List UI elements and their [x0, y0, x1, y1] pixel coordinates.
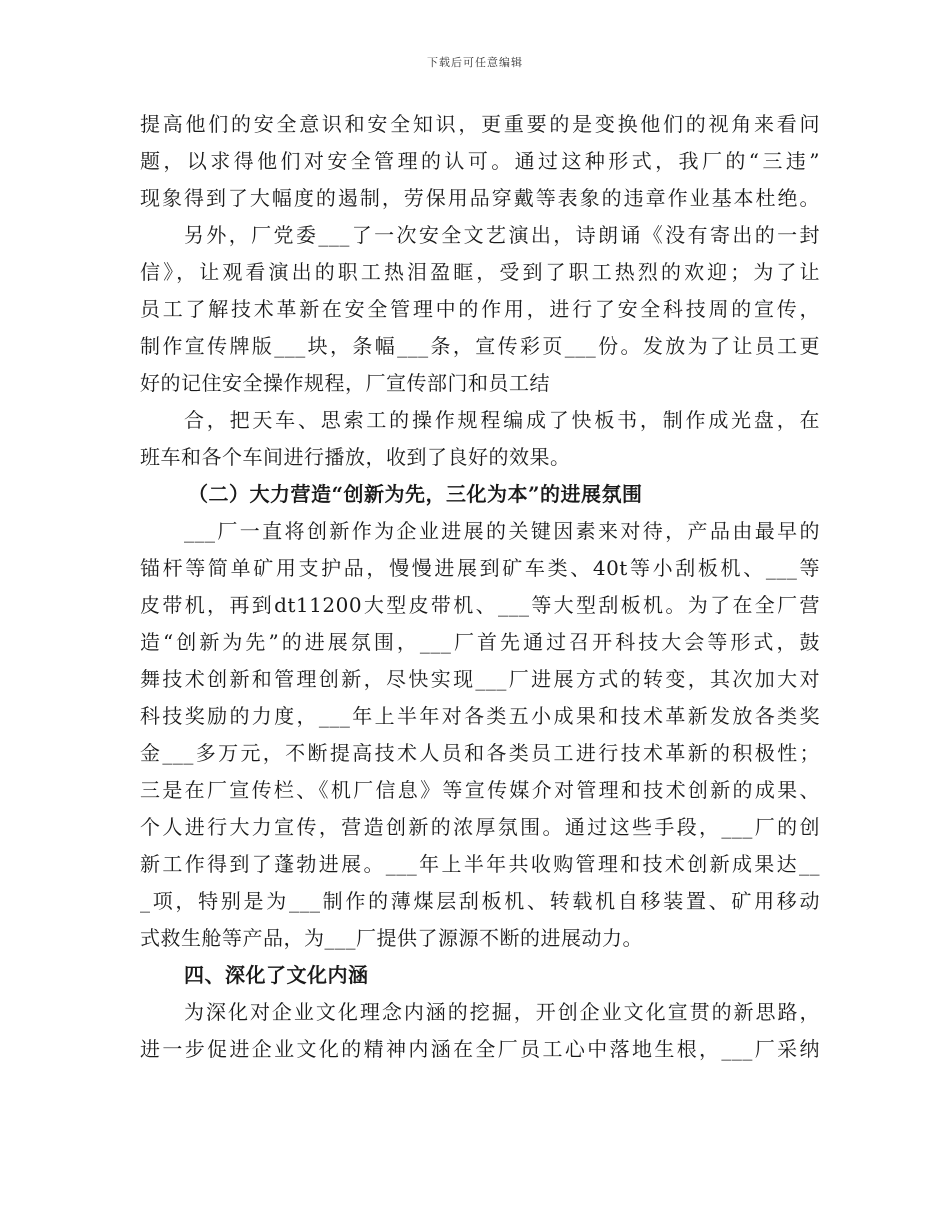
paragraph-line: 个人进行大力宣传，营造创新的浓厚氛围。通过这些手段，___厂的创: [140, 815, 820, 839]
paragraph-line: 题，以求得他们对安全管理的认可。通过这种形式，我厂的“三违”: [140, 149, 820, 173]
section-heading: （二）大力营造“创新为先，三化为本”的进展氛围: [188, 482, 643, 506]
section-heading: 四、深化了文化内涵: [184, 963, 369, 987]
paragraph-line: 现象得到了大幅度的遏制，劳保用品穿戴等表象的违章作业基本杜绝。: [140, 186, 820, 210]
paragraph-line: 三是在厂宣传栏、《机厂信息》等宣传媒介对管理和技术创新的成果、: [140, 778, 820, 802]
paragraph-line: 科技奖励的力度，___年上半年对各类五小成果和技术革新发放各类奖: [140, 704, 820, 728]
paragraph-line: 新工作得到了蓬勃进展。___年上半年共收购管理和技术创新成果达__: [140, 852, 820, 876]
paragraph-line: 为深化对企业文化理念内涵的挖掘，开创企业文化宣贯的新思路，: [184, 1000, 820, 1024]
paragraph-line: 式救生舱等产品，为___厂提供了源源不断的进展动力。: [140, 926, 643, 950]
paragraph-line: 锚杆等简单矿用支护品，慢慢进展到矿车类、40t等小刮板机、___等: [140, 556, 820, 580]
paragraph-line: 合，把天车、思索工的操作规程编成了快板书，制作成光盘，在: [184, 408, 820, 432]
paragraph-line: 皮带机，再到dt11200大型皮带机、___等大型刮板机。为了在全厂营: [140, 593, 820, 617]
paragraph-line: 进一步促进企业文化的精神内涵在全厂员工心中落地生根，___厂采纳: [140, 1037, 820, 1061]
paragraph-line: _项，特别是为___制作的薄煤层刮板机、转载机自移装置、矿用移动: [140, 889, 820, 913]
paragraph-line: 提高他们的安全意识和安全知识，更重要的是变换他们的视角来看问: [140, 112, 820, 136]
page-header: 下载后可任意编辑: [427, 56, 523, 69]
paragraph-line: 造“创新为先”的进展氛围，___厂首先通过召开科技大会等形式，鼓: [140, 630, 820, 654]
paragraph-line: 信》，让观看演出的职工热泪盈眶，受到了职工热烈的欢迎；为了让: [140, 260, 820, 284]
paragraph-line: 金___多万元，不断提高技术人员和各类员工进行技术革新的积极性；: [140, 741, 820, 765]
paragraph-line: ___厂一直将创新作为企业进展的关键因素来对待，产品由最早的: [184, 519, 820, 543]
paragraph-line: 员工了解技术革新在安全管理中的作用，进行了安全科技周的宣传，: [140, 297, 820, 321]
paragraph-line: 舞技术创新和管理创新，尽快实现___厂进展方式的转变，其次加大对: [140, 667, 820, 691]
paragraph-line: 好的记住安全操作规程，厂宣传部门和员工结: [140, 371, 550, 395]
document-body: [140, 106, 820, 1068]
paragraph-line: 班车和各个车间进行播放，收到了良好的效果。: [140, 445, 571, 469]
paragraph-line: 制作宣传牌版___块，条幅___条，宣传彩页___份。发放为了让员工更: [140, 334, 820, 358]
paragraph-line: 另外，厂党委___了一次安全文艺演出，诗朗诵《没有寄出的一封: [184, 223, 820, 247]
